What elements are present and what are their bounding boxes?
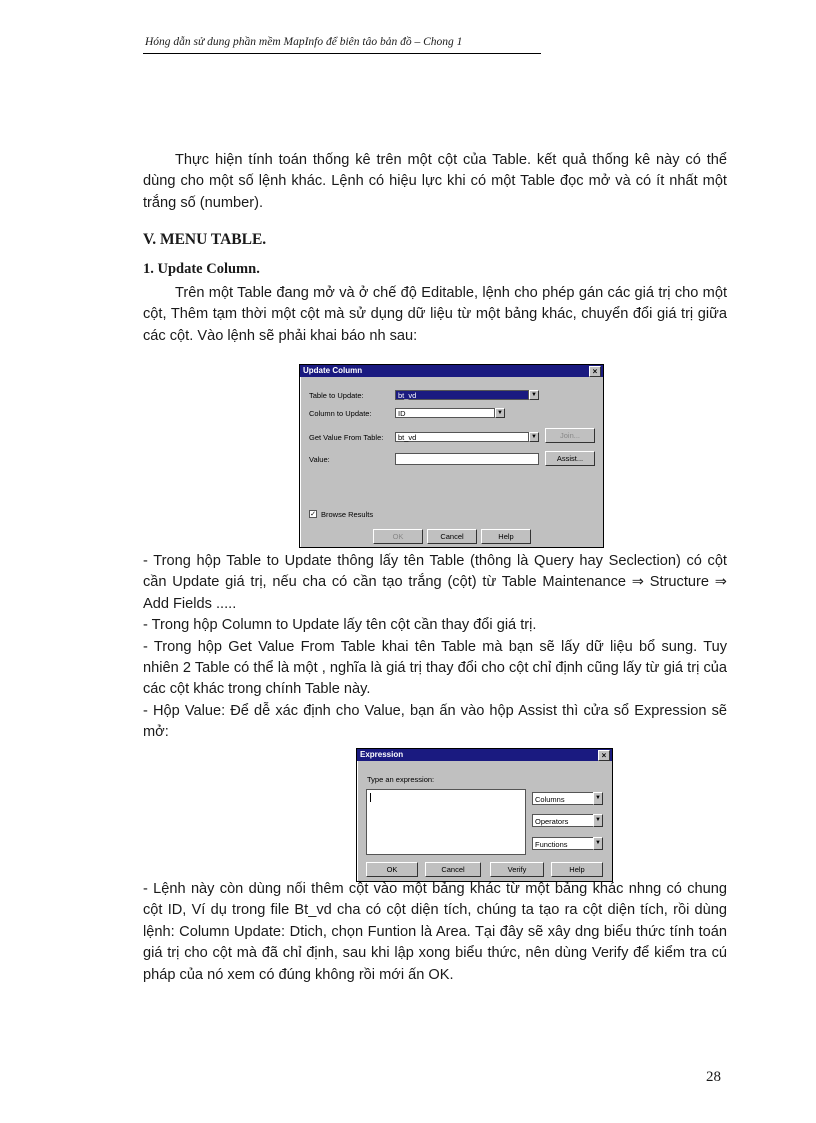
verify-button[interactable]: Verify	[490, 862, 544, 877]
expression-textarea[interactable]	[366, 789, 526, 855]
cancel-button[interactable]: Cancel	[427, 529, 477, 544]
chevron-down-icon[interactable]: ▼	[593, 837, 603, 850]
section-heading: V. MENU TABLE.	[143, 231, 267, 248]
running-header: Hóng dẫn sử dung phần mềm MapInfo để biên tâo bản đồ – Chong 1	[145, 36, 463, 48]
operators-select[interactable]: Operators	[532, 814, 594, 827]
expression-prompt: Type an expression:	[367, 775, 435, 784]
ok-button[interactable]: OK	[373, 529, 423, 544]
expression-dialog	[356, 748, 613, 882]
bullets-block	[143, 551, 727, 744]
columns-select[interactable]: Columns	[532, 792, 594, 805]
close-icon[interactable]: ×	[598, 750, 610, 761]
intro-paragraph	[143, 150, 727, 214]
functions-select[interactable]: Functions	[532, 837, 594, 850]
chevron-down-icon[interactable]: ▼	[529, 390, 539, 400]
final-text: - Lệnh này còn dùng nối thêm cột vào một bảng khác từ một bảng khác nhng có chung cột ID, Ví dụ trong file Bt_vd cha có cột diện tích, chúng ta tạo ra cột diện tích, rồi dùng lệnh: Column Update: Dtich, chọn Funtion là Area. Tại đây sẽ xây dng biểu thức tính toán giá trị cho cột mà đã chỉ định, sau khi lập xong biểu thức, nên dùng Verify để kiểm tra cú pháp của nó xem có đúng không rồi mới ấn OK.	[143, 881, 727, 983]
value-label: Value:	[309, 455, 330, 464]
get-value-select[interactable]: bt_vd	[395, 432, 529, 442]
intro-text: Thực hiện tính toán thống kê trên một cột của Table. kết quả thống kê này có thể dùng cho một số lệnh khác. Lệnh có hiệu lực khi có một Table đọc mở và có ít nhất một trắng số (number).	[143, 152, 727, 211]
value-input[interactable]	[395, 453, 539, 465]
table-to-update-select[interactable]: bt_vd	[395, 390, 529, 400]
cancel-button[interactable]: Cancel	[425, 862, 481, 877]
header-rule	[143, 53, 541, 54]
final-paragraph	[143, 879, 727, 986]
browse-results-label: Browse Results	[321, 510, 374, 519]
chevron-down-icon[interactable]: ▼	[529, 432, 539, 442]
subsection-heading: 1. Update Column.	[143, 261, 260, 277]
ok-button[interactable]: OK	[366, 862, 418, 877]
page-number: 28	[706, 1069, 721, 1085]
chevron-down-icon[interactable]: ▼	[593, 814, 603, 827]
bullet-item: - Trong hộp Column to Update lấy tên cột cần thay đổi giá trị.	[143, 617, 537, 634]
dialog-title: Update Column	[303, 366, 363, 375]
update-text: Trên một Table đang mở và ở chế độ Editable, lệnh cho phép gán các giá trị cho một cột, Thêm tạm thời một cột mà sử dụng dữ liệu từ một bảng khác, chuyển đổi giá trị giữa các cột. Vào lệnh sẽ phải khai báo nh sau:	[143, 285, 727, 344]
close-icon[interactable]: ×	[589, 366, 601, 377]
table-to-update-label: Table to Update:	[309, 391, 364, 400]
update-column-dialog	[299, 364, 604, 548]
join-button[interactable]: Join...	[545, 428, 595, 443]
get-value-label: Get Value From Table:	[309, 433, 384, 442]
chevron-down-icon[interactable]: ▼	[495, 408, 505, 418]
help-button[interactable]: Help	[551, 862, 603, 877]
column-to-update-label: Column to Update:	[309, 409, 372, 418]
dialog-titlebar	[300, 365, 603, 377]
chevron-down-icon[interactable]: ▼	[593, 792, 603, 805]
bullet-item: - Hộp Value: Để dễ xác định cho Value, bạn ấn vào hộp Assist thì cửa sổ Expression sẽ mở:	[143, 702, 727, 741]
text-caret	[370, 793, 371, 802]
dialog-titlebar	[357, 749, 612, 761]
bullet-item: - Trong hộp Table to Update thông lấy tên Table (thông là Query hay Seclection) có cột cần Update giá trị, nếu cha có cần tạo trắng (cột) từ Table Maintenance ⇒ Structure ⇒ Add Fields .....	[143, 553, 727, 612]
bullet-item: - Trong hộp Get Value From Table khai tên Table mà bạn sẽ lấy dữ liệu bổ sung. Tuy nhiên 2 Table có thể là một , nghĩa là giá trị thay đổi cho cột chỉ định cũng lấy từ giá trị của các cột khác trong chính Table này.	[143, 638, 727, 698]
update-paragraph	[143, 283, 727, 347]
browse-results-checkbox[interactable]: ✓	[310, 511, 316, 518]
dialog-title: Expression	[360, 750, 404, 759]
assist-button[interactable]: Assist...	[545, 451, 595, 466]
help-button[interactable]: Help	[481, 529, 531, 544]
column-to-update-select[interactable]: ID	[395, 408, 495, 418]
